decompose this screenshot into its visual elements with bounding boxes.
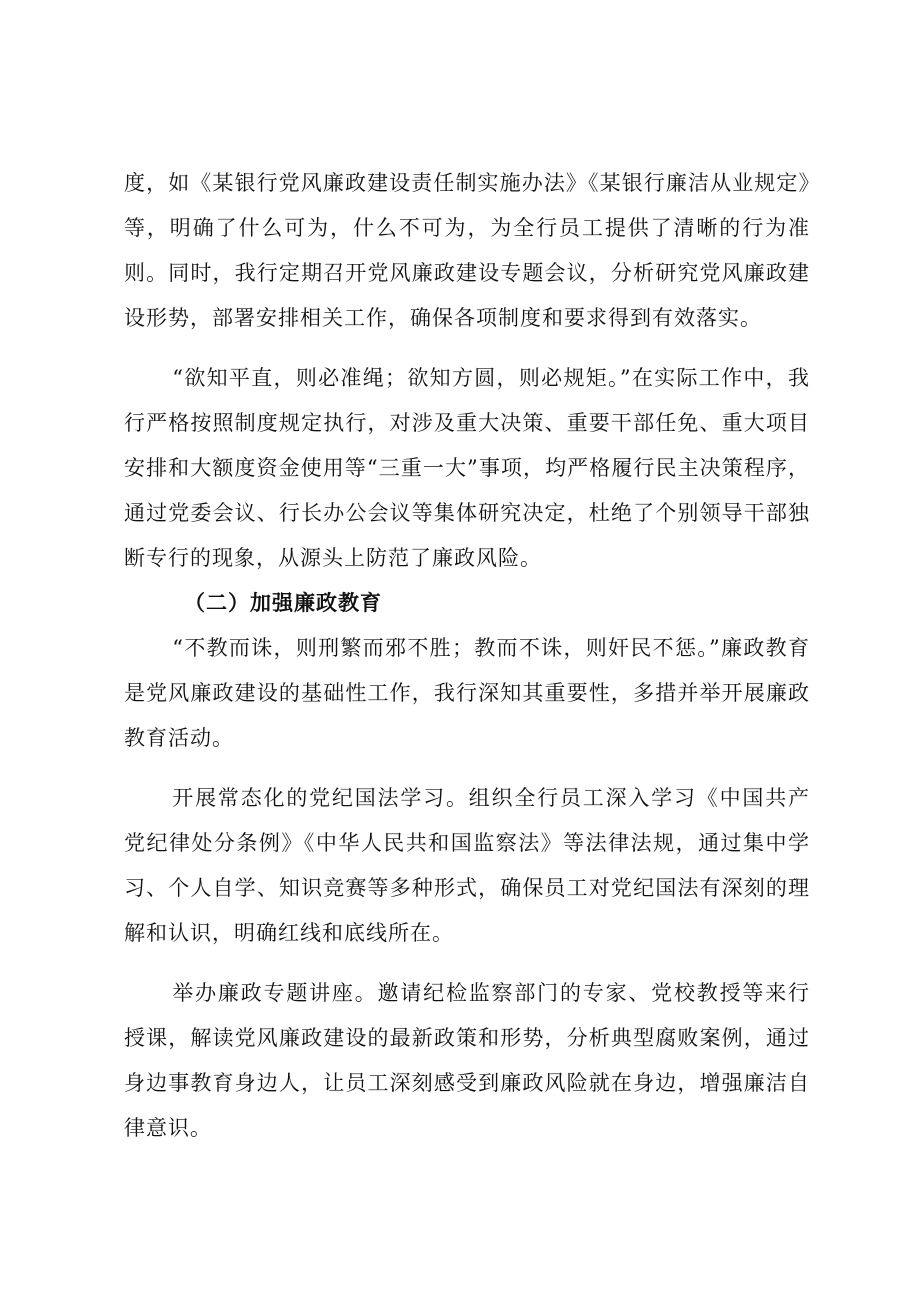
- document-body: [124, 161, 810, 1151]
- paragraph-quote-education: “不教而诛，则刑繁而邪不胜；教而不诛，则奸民不惩。”廉政教育是党风廉政建设的基础性工作，我行深知其重要性，多措并举开展廉政教育活动。: [124, 636, 810, 750]
- paragraph-lectures: 举办廉政专题讲座。邀请纪检监察部门的专家、党校教授等来行授课，解读党风廉政建设的最新政策和形势，分析典型腐败案例，通过身边事教育身边人，让员工深刻感受到廉政风险就在身边，增强廉洁自律意识。: [124, 981, 810, 1140]
- section-heading: （二）加强廉政教育: [184, 591, 382, 615]
- paragraph-quote-rules: “欲知平直，则必准绳；欲知方圆，则必规矩。”在实际工作中，我行严格按照制度规定执行，对涉及重大决策、重要干部任免、重大项目安排和大额度资金使用等“三重一大”事项，均严格履行民主决策程序，通过党委会议、行长办公会议等集体研究决定，杜绝了个别领导干部独断专行的现象，从源头上防范了廉政风险。: [124, 366, 810, 570]
- paragraph-continuation: 度，如《某银行党风廉政建设责任制实施办法》《某银行廉洁从业规定》等，明确了什么可为，什么不可为，为全行员工提供了清晰的行为准则。同时，我行定期召开党风廉政建设专题会议，分析研究党风廉政建设形势，部署安排相关工作，确保各项制度和要求得到有效落实。: [124, 171, 810, 330]
- paragraph-law-study: 开展常态化的党纪国法学习。组织全行员工深入学习《中国共产党纪律处分条例》《中华人民共和国监察法》等法律法规，通过集中学习、个人自学、知识竞赛等多种形式，确保员工对党纪国法有深刻的理解和认识，明确红线和底线所在。: [124, 786, 810, 945]
